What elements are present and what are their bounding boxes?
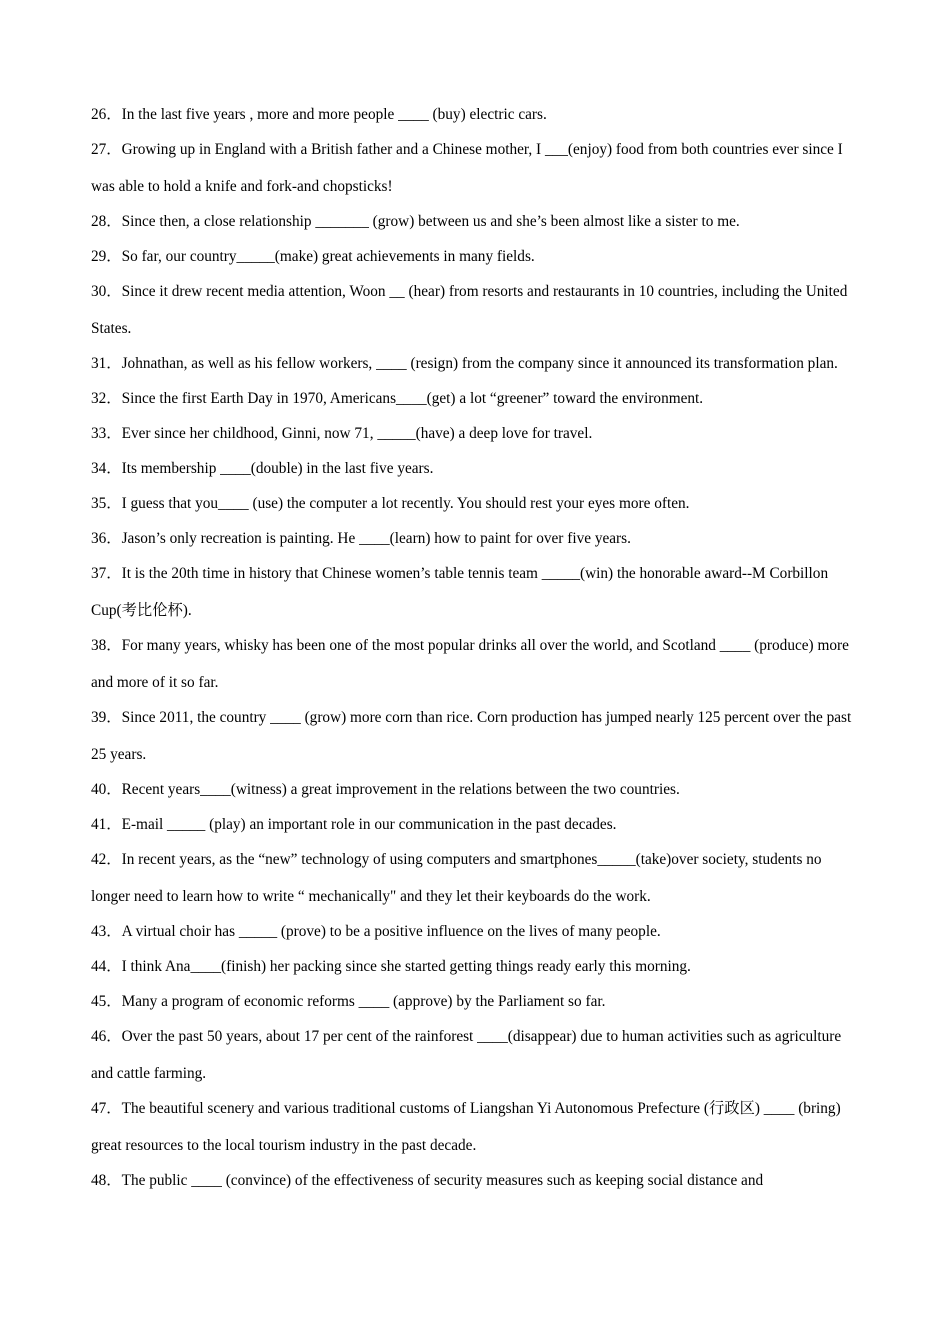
question-text: Over the past 50 years, about 17 per cent of the rainforest ____(disappear) due to human activities such as agriculture and cattle farming. [91,1028,842,1082]
question-number: 39． [91,709,122,726]
question-text: E-mail _____ (play) an important role in our communication in the past decades. [121,816,617,833]
question-number: 44． [91,958,122,975]
question-text: The public ____ (convince) of the effectiveness of security measures such as keeping social distance and [121,1172,764,1189]
question-number: 40． [91,781,122,798]
question-number: 41． [91,816,122,833]
question-41 [91,806,861,843]
question-38 [91,627,861,701]
question-number: 38． [91,637,122,654]
question-number: 45． [91,993,122,1010]
question-35 [91,485,861,522]
question-31 [91,345,861,382]
question-text: In the last five years , more and more people ____ (buy) electric cars. [121,106,547,123]
question-45 [91,983,861,1020]
question-text: The beautiful scenery and various traditional customs of Liangshan Yi Autonomous Prefecture (行政区) ____ (bring) great resources to the local tourism industry in the past decade. [91,1100,841,1154]
question-number: 46． [91,1028,122,1045]
question-text: For many years, whisky has been one of the most popular drinks all over the world, and Scotland ____ (produce) more and more of it so far. [91,637,849,691]
question-text: It is the 20th time in history that Chinese women’s table tennis team _____(win) the honorable award--M Corbillon Cup(考比伦杯). [91,565,829,619]
question-text: Since it drew recent media attention, Woon __ (hear) from resorts and restaurants in 10 countries, including the United States. [91,283,848,337]
question-text: Jason’s only recreation is painting. He ____(learn) how to paint for over five years. [121,530,631,547]
question-number: 37． [91,565,122,582]
question-44 [91,948,861,985]
question-text: Since then, a close relationship _______ (grow) between us and she’s been almost like a sister to me. [121,213,740,230]
question-text: In recent years, as the “new” technology of using computers and smartphones_____(take)over society, students no longer need to learn how to write “ mechanically" and they let their keyboards do the work. [91,851,822,905]
question-34 [91,450,861,487]
question-number: 33． [91,425,122,442]
question-text: Many a program of economic reforms ____ (approve) by the Parliament so far. [121,993,606,1010]
question-text: Recent years____(witness) a great improvement in the relations between the two countries. [121,781,680,798]
question-number: 30． [91,283,122,300]
question-number: 47． [91,1100,122,1117]
question-text: Johnathan, as well as his fellow workers, ____ (resign) from the company since it announced its transformation plan. [121,355,838,372]
question-text: So far, our country_____(make) great achievements in many fields. [121,248,535,265]
question-36 [91,520,861,557]
question-text: Since 2011, the country ____ (grow) more corn than rice. Corn production has jumped nearly 125 percent over the past 25 years. [91,709,852,763]
question-number: 27． [91,141,122,158]
question-text: I guess that you____ (use) the computer a lot recently. You should rest your eyes more often. [121,495,690,512]
question-number: 31． [91,355,122,372]
question-text: Its membership ____(double) in the last five years. [121,460,434,477]
question-26 [91,96,861,133]
question-32 [91,380,861,417]
question-37 [91,555,861,629]
question-number: 28． [91,213,122,230]
question-43 [91,913,861,950]
question-number: 32． [91,390,122,407]
question-text: Ever since her childhood, Ginni, now 71, _____(have) a deep love for travel. [121,425,593,442]
question-29 [91,238,861,275]
question-28 [91,203,861,240]
question-48 [91,1162,861,1199]
question-30 [91,273,861,347]
question-number: 42． [91,851,122,868]
question-text: Since the first Earth Day in 1970, Americans____(get) a lot “greener” toward the environment. [121,390,704,407]
question-number: 29． [91,248,122,265]
question-46 [91,1018,861,1092]
question-number: 34． [91,460,122,477]
question-number: 35． [91,495,122,512]
question-42 [91,841,861,915]
question-number: 26． [91,106,122,123]
question-27 [91,131,861,205]
document-page [91,96,861,1197]
question-39 [91,699,861,773]
question-number: 43． [91,923,122,940]
question-number: 36． [91,530,122,547]
question-text: Growing up in England with a British father and a Chinese mother, I ___(enjoy) food from both countries ever since I was able to hold a knife and fork-and chopsticks! [91,141,843,195]
question-text: A virtual choir has _____ (prove) to be a positive influence on the lives of many people. [121,923,661,940]
question-text: I think Ana____(finish) her packing since she started getting things ready early this morning. [121,958,691,975]
question-number: 48． [91,1172,122,1189]
question-47 [91,1090,861,1164]
question-33 [91,415,861,452]
question-40 [91,771,861,808]
